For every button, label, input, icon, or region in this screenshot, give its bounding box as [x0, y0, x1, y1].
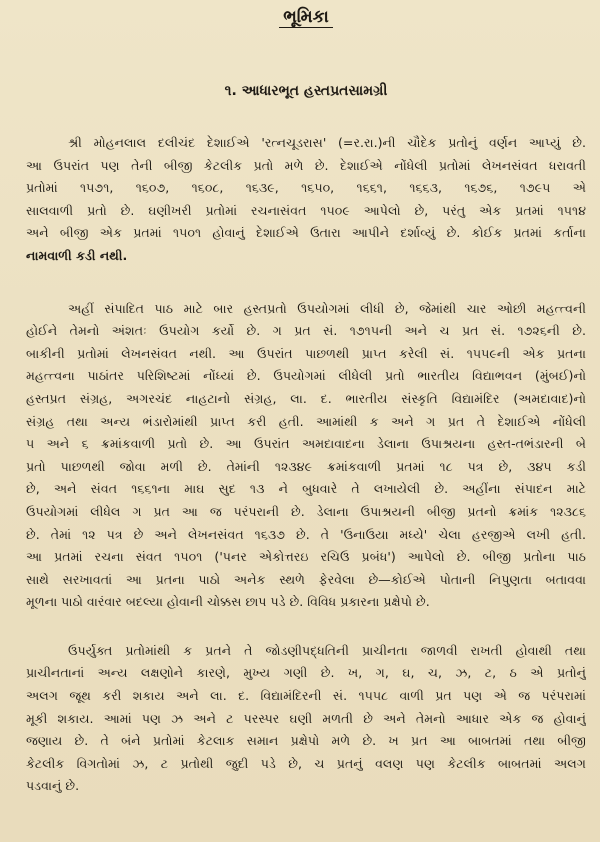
text-line: મહત્ત્વના પાઠાંતર પરિશિષ્ટમાં નોંધ્યાં છે. ઉપયોગમાં લીધેલી પ્રતો ભારતીય વિદ્યાભવન (મુંબઈ)નો	[26, 368, 586, 384]
text-line: પડવાનું છે.	[26, 778, 80, 794]
text-line: સંગ્રહ તથા અન્ય ભંડારોમાંથી પ્રાપ્ત કરી હતી. આમાંથી ક અને ગ પ્રત તે દેશાઈએ નોંધેલી	[26, 413, 586, 429]
text-line: આ પ્રતમાં રચના સંવત ૧૫૦૧ ('પનર એકોત્તરઇ રચિઉ પ્રબંધ') આપેલો છે. બીજી પ્રતોના પાઠ	[26, 549, 586, 565]
paragraph-3	[26, 640, 586, 798]
text-line: સાલવાળી પ્રતો છે. ઘણીખરી પ્રતોમાં રચનાસંવત ૧૫૦૯ આપેલો છે, પરંતુ એક પ્રતમાં ૧૫૧૪	[26, 202, 586, 218]
text-line: અહીં સંપાદિત પાઠ માટે બાર હસ્તપ્રતો ઉપયોગમાં લીધી છે, જેમાંથી ચાર ઓછી મહત્ત્વની	[68, 300, 586, 316]
text-line: ઉપયોગમાં લીધેલ ગ પ્રત આ જ પરંપરાની છે. ડેલાના ઉપાશ્રયની બીજી પ્રતનો ક્રમાંક ૧૨૩૮૬	[26, 503, 586, 519]
text-line: આ ઉપરાંત પણ તેની બીજી કેટલીક પ્રતો મળે છે. દેશાઈએ નોંધેલી પ્રતોમાં લેખનસંવત ધરાવતી	[26, 157, 586, 173]
text-line: મૂકી શકાય. આમાં પણ ઝ અને ટ પરસ્પર ઘણી મળતી છે અને તેમનો આધાર એક જ હોવાનું	[26, 710, 586, 726]
paragraph-1	[26, 132, 586, 268]
text-line: બાકીની પ્રતોમાં લેખનસંવત નથી. આ ઉપરાંત પાછળથી પ્રાપ્ત કરેલી સં. ૧૫૫૯ની એક પ્રતના	[26, 345, 586, 361]
page-title	[26, 0, 586, 34]
section-heading: ૧. આધારભૂત હસ્તપ્રતસામગ્રી	[224, 83, 388, 99]
text-line: છે, અને સંવત ૧૬૬૧ના માઘ સુદ ૧૩ ને બુધવારે તે લખાયેલી છે. અહીંના સંપાદન માટે	[26, 481, 586, 497]
text-line: નામવાળી કડી નથી.	[26, 247, 128, 263]
page-title-text: ભૂમિકા	[279, 7, 333, 28]
text-line: પ્રતો પાછળથી જોવા મળી છે. તેમાંની ૧૨૩૪૯ ક્રમાંકવાળી પ્રતમાં ૧૮ પત્ર છે, ૩૪૫ કડી	[26, 458, 586, 474]
text-line: હોઈને તેમનો અંશતઃ ઉપયોગ કર્યો છે. ગ પ્રત સં. ૧૭૧૫ની અને ચ પ્રત સં. ૧૭૨૬ની છે.	[26, 323, 586, 339]
text-line: શ્રી મોહનલાલ દલીચંદ દેશાઈએ 'રત્નચૂડરાસ' (=ર.રા.)ની ચૌદેક પ્રતોનું વર્ણન આપ્યું છે.	[68, 135, 586, 150]
text-line: પ્રતોમાં ૧૫૭૧, ૧૬૦૭, ૧૬૦૮, ૧૬૩૯, ૧૬૫૦, ૧૬૬૧, ૧૬૬૩, ૧૬૭૬, ૧૭૯૫ એ	[26, 180, 586, 196]
paragraph-2	[26, 298, 586, 614]
text-line: અલગ જૂથ કરી શકાય અને લા. દ. વિદ્યામંદિરની સં. ૧૫૫૮ વાળી પ્રત પણ એ જ પરંપરામાં	[26, 688, 586, 704]
text-line: મૂળના પાઠો વારંવાર બદલ્યા હોવાની ચોક્કસ છાપ પડે છે. વિવિધ પ્રકારના પ્રક્ષેપો છે.	[26, 594, 430, 610]
text-line: ઉપર્યુક્ત પ્રતોમાંથી ક પ્રતને તે જોડણીપદ્ધતિની પ્રાચીનતા જાળવી રાખતી હોવાથી તથા	[68, 642, 586, 658]
text-line: સાથે સરખાવતાં આ પ્રતના પાઠો અનેક સ્થળે ફેરવેલા છે—કોઈએ પોતાની નિપુણતા બતાવવા	[26, 571, 586, 587]
text-line: જણાય છે. તે બંને પ્રતોમાં કેટલાક સમાન પ્રક્ષેપો મળે છે. ખ પ્રત આ બાબતમાં તથા બીજી	[26, 733, 586, 749]
text-line: કેટલીક વિગતોમાં ઝ, ટ પ્રતોથી જુદી પડે છે, ચ પ્રતનું વલણ પણ કેટલીક બાબતમાં અલગ	[26, 755, 586, 771]
text-line: હસ્તપ્રત સંગ્રહ, અગરચંદ નાહટાનો સંગ્રહ, લા. દ. ભારતીય સંસ્કૃતિ વિદ્યામંદિર (અમદાવાદ)નો	[26, 390, 586, 406]
text-line: છે. તેમાં ૧૨ પત્ર છે અને લેખનસંવત ૧૬૩૭ છે. તે 'ઉનાઉયા મધ્યે' ચેલા હરજીએ લખી હતી.	[26, 526, 586, 542]
text-line: પ્રાચીનતાનાં અન્ય લક્ષણોને કારણે, મુખ્ય ગણી છે. ખ, ગ, ઘ, ચ, ઝ, ટ, ઠ એ પ્રતોનું	[26, 665, 586, 681]
text-line: ૫ અને ૬ ક્રમાંકવાળી પ્રતો છે. આ ઉપરાંત અમદાવાદના ડેલાના ઉપાશ્રયના હસ્ત-તભંડારની બે	[26, 436, 586, 452]
text-line: અને બીજી એક પ્રતમાં ૧૫૦૧ હોવાનું દેશાઈએ ઉતારા આપીને દર્શાવ્યું છે. કોઈક પ્રતમાં કર્તાના	[26, 225, 586, 241]
